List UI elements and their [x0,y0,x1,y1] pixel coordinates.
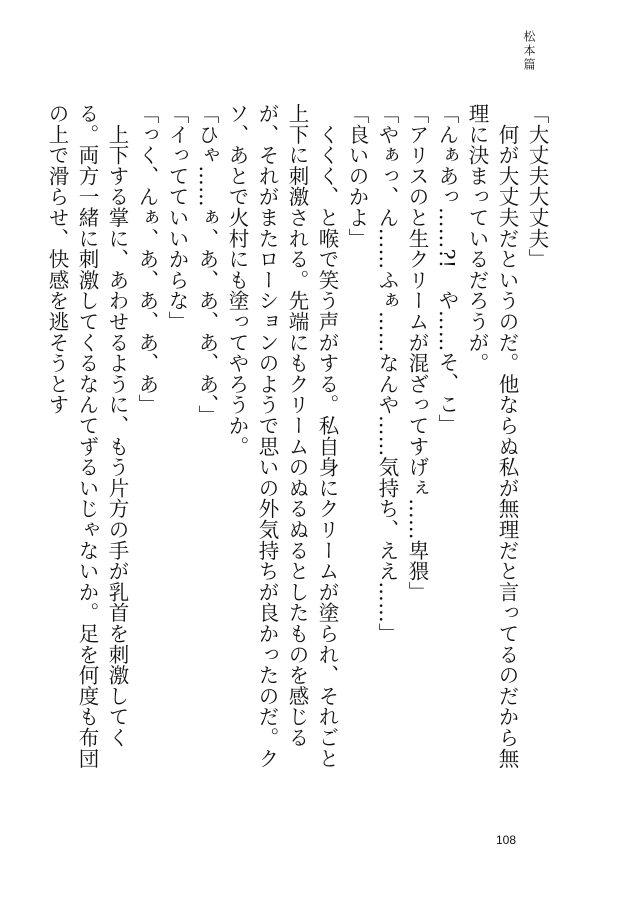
text-line: 「良いのかよ」 [345,103,369,249]
text-line: 「アリスのと生クリームが混ざってすげぇ……卑猥」 [405,103,429,603]
text-line: 「やぁっ、ん……ふぁ……なんや……気持ち、ええ……」 [375,103,399,644]
text-line: 「大丈夫大丈夫」 [525,103,549,270]
novel-text [45,103,552,783]
text-line: 「イってていいからな」 [165,103,189,332]
text-line: くくく、と喉で笑う声がする。私自身にクリームが塗られ、それごと上下に刺激される。先端にもクリームのぬるぬるとしたものを感じるが、それがまたローションのようで思いの外気持ちが良かったのだ。クソ、あとで火村にも塗ってやろうか。 [225,103,339,769]
text-line: 「っく、んぁ、あ、あ、あ、あ」 [135,103,159,415]
text-line: 「ひゃ……ぁ、あ、あ、あ、あ、」 [195,103,219,426]
text-line: 何が大丈夫だというのだ。他ならぬ私が無理だと言ってるのだから無理に決まっているだろうが。 [465,103,519,769]
text-line: 上下する掌に、あわせるように、もう片方の手が乳首を刺激してくる。両方一緒に刺激してくるなんてずるいじゃないか。足を何度も布団の上で滑らせ、快感を逃そうとす [45,103,129,769]
page-number: 108 [496,833,517,847]
text-line: 「んぁあっ……?! や……そ、こ」 [435,103,459,435]
running-header: 松本篇 [522,30,536,72]
